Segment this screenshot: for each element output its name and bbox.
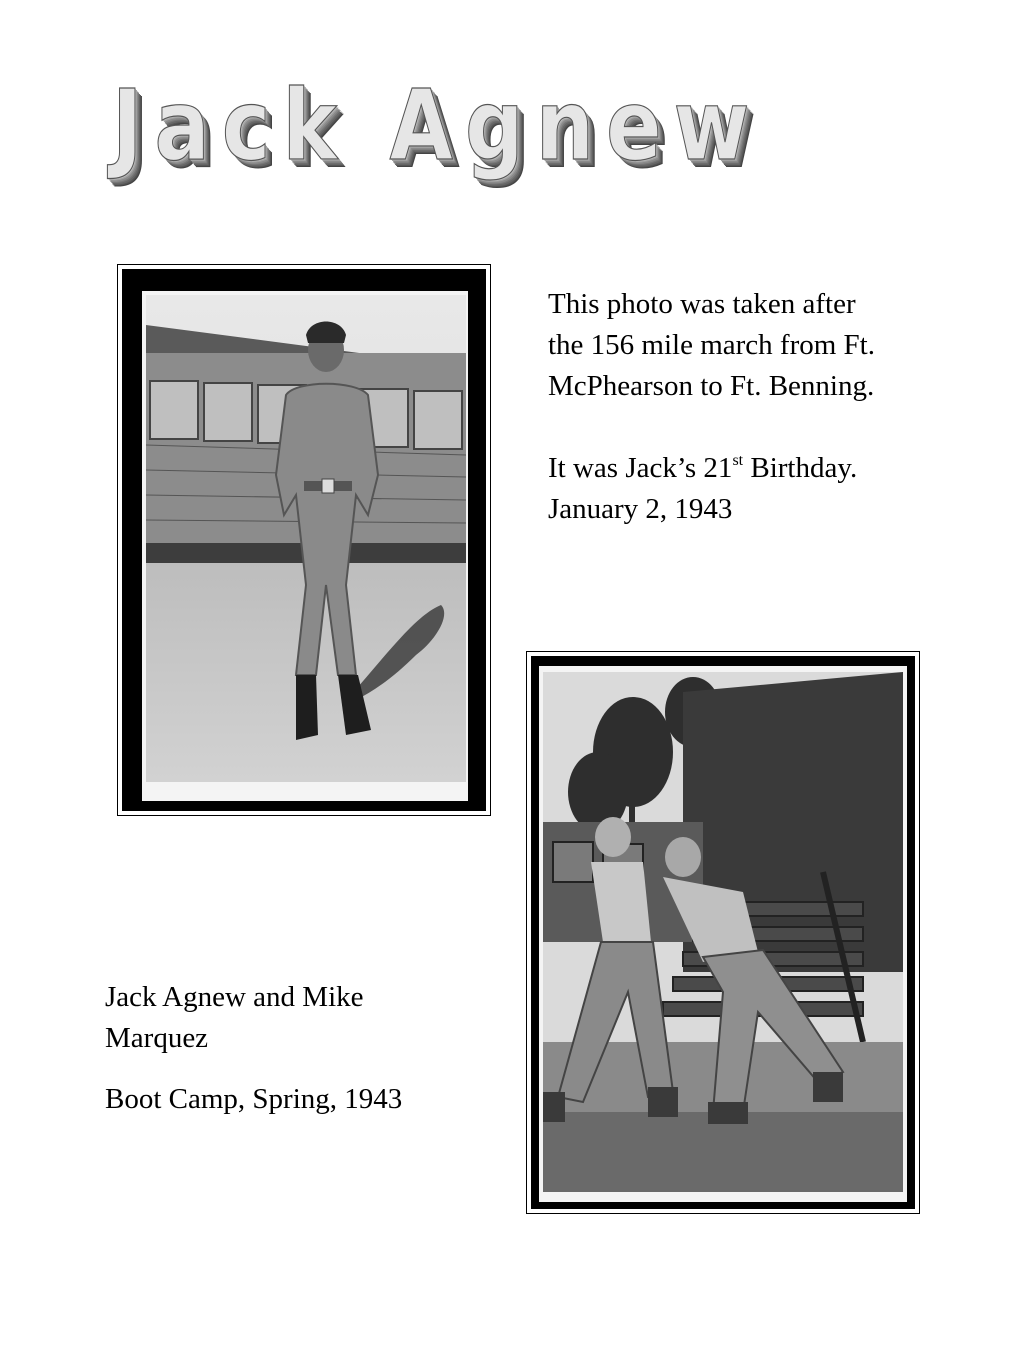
photo-frame-wrestling — [526, 651, 920, 1214]
caption-birthday: It was Jack’s 21st Birthday. — [548, 452, 858, 484]
caption-wrestling-names-line1: Jack Agnew and Mike — [105, 981, 364, 1013]
caption-march-line3: McPhearson to Ft. Benning. — [548, 370, 875, 402]
caption-wrestling-names-line2: Marquez — [105, 1022, 209, 1054]
caption-wrestling — [105, 977, 505, 1120]
photo-frame-jack — [117, 264, 491, 816]
photo-jack-standing — [146, 295, 466, 782]
caption-march — [548, 284, 968, 530]
caption-date: January 2, 1943 — [548, 493, 733, 525]
caption-march-line2: the 156 mile march from Ft. — [548, 329, 875, 361]
photo-wrestling — [543, 672, 903, 1192]
caption-march-line1: This photo was taken after — [548, 288, 856, 320]
caption-wrestling-event: Boot Camp, Spring, 1943 — [105, 1083, 403, 1115]
page-title: Jack Agnew — [112, 70, 762, 183]
